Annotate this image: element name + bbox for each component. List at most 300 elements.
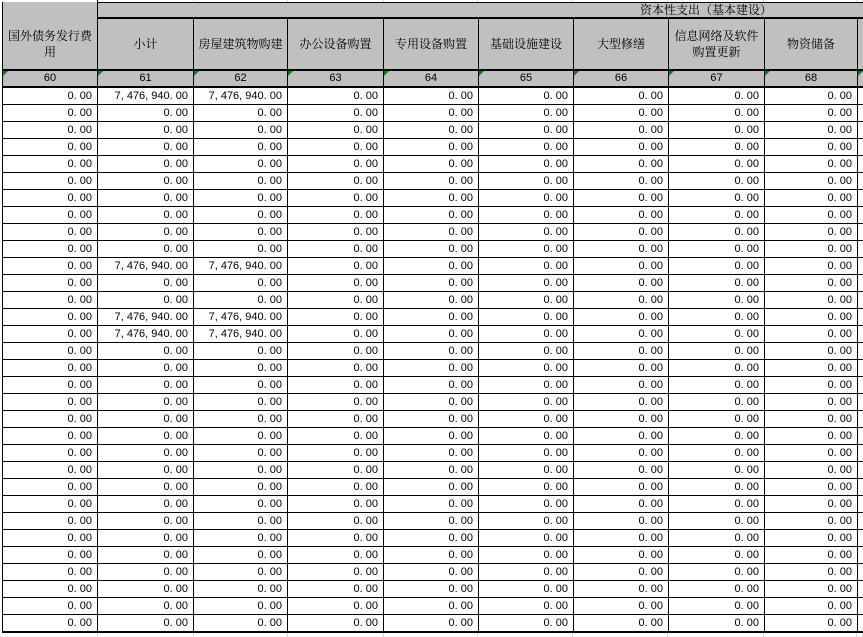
cell[interactable] [858, 275, 863, 291]
cell[interactable]: 0. 00 [194, 564, 288, 580]
cell[interactable]: 0. 00 [574, 479, 669, 495]
cell[interactable]: 7, 476, 940. 00 [194, 326, 288, 342]
cell[interactable]: 0. 00 [98, 547, 194, 563]
cell[interactable]: 0. 00 [384, 122, 479, 138]
cell[interactable] [858, 309, 863, 325]
cell[interactable]: 0. 00 [194, 428, 288, 444]
cell[interactable]: 0. 00 [194, 581, 288, 597]
column-header-cell[interactable]: 专用设备购置 [384, 19, 479, 69]
cell[interactable]: 0. 00 [288, 411, 384, 427]
cell[interactable]: 0. 00 [669, 479, 765, 495]
column-code-cell[interactable] [574, 71, 669, 86]
cell[interactable]: 0. 00 [669, 513, 765, 529]
cell[interactable]: 0. 00 [3, 479, 98, 495]
cell[interactable]: 0. 00 [288, 598, 384, 614]
column-header-cell[interactable]: 办公设备购置 [288, 19, 384, 69]
cell[interactable]: 0. 00 [194, 139, 288, 155]
cell[interactable]: 0. 00 [765, 615, 858, 631]
cell[interactable]: 0. 00 [288, 547, 384, 563]
cell[interactable]: 0. 00 [98, 224, 194, 240]
cell[interactable]: 0. 00 [384, 292, 479, 308]
cell[interactable]: 0. 00 [574, 241, 669, 257]
cell[interactable]: 0. 00 [479, 377, 574, 393]
cell[interactable]: 7, 476, 940. 00 [98, 88, 194, 104]
cell[interactable]: 0. 00 [288, 105, 384, 121]
cell[interactable]: 0. 00 [574, 88, 669, 104]
cell[interactable] [858, 343, 863, 359]
cell[interactable]: 0. 00 [3, 105, 98, 121]
cell[interactable]: 0. 00 [384, 513, 479, 529]
cell[interactable]: 0. 00 [194, 377, 288, 393]
cell[interactable] [858, 224, 863, 240]
cell[interactable]: 0. 00 [288, 445, 384, 461]
column-code-cell[interactable] [98, 71, 194, 86]
cell[interactable]: 0. 00 [669, 156, 765, 172]
cell[interactable]: 0. 00 [574, 309, 669, 325]
cell[interactable]: 0. 00 [479, 190, 574, 206]
column-code-cell[interactable] [765, 71, 858, 86]
cell[interactable]: 0. 00 [669, 105, 765, 121]
cell[interactable]: 0. 00 [479, 105, 574, 121]
column-code-cell[interactable] [3, 71, 98, 86]
cell[interactable]: 0. 00 [288, 275, 384, 291]
cell[interactable]: 0. 00 [3, 394, 98, 410]
cell[interactable]: 7, 476, 940. 00 [98, 309, 194, 325]
cell[interactable]: 0. 00 [98, 428, 194, 444]
cell[interactable]: 0. 00 [479, 258, 574, 274]
cell[interactable]: 0. 00 [765, 292, 858, 308]
cell[interactable]: 0. 00 [3, 360, 98, 376]
cell[interactable]: 7, 476, 940. 00 [194, 309, 288, 325]
cell[interactable]: 0. 00 [384, 173, 479, 189]
cell[interactable]: 0. 00 [669, 292, 765, 308]
cell[interactable] [858, 530, 863, 546]
cell[interactable]: 0. 00 [98, 207, 194, 223]
cell[interactable]: 0. 00 [574, 105, 669, 121]
cell[interactable]: 0. 00 [669, 207, 765, 223]
cell[interactable]: 0. 00 [98, 139, 194, 155]
column-code-cell[interactable] [194, 71, 288, 86]
cell[interactable]: 0. 00 [574, 581, 669, 597]
cell[interactable]: 0. 00 [384, 343, 479, 359]
cell[interactable]: 0. 00 [765, 190, 858, 206]
cell[interactable]: 0. 00 [98, 496, 194, 512]
cell[interactable]: 0. 00 [98, 411, 194, 427]
cell[interactable]: 0. 00 [765, 173, 858, 189]
cell[interactable]: 0. 00 [479, 513, 574, 529]
cell[interactable]: 0. 00 [288, 122, 384, 138]
cell[interactable]: 0. 00 [98, 462, 194, 478]
cell[interactable] [858, 173, 863, 189]
cell[interactable]: 0. 00 [98, 105, 194, 121]
cell[interactable]: 0. 00 [479, 394, 574, 410]
column-header-cell[interactable]: 物资储备 [765, 19, 858, 69]
cell[interactable]: 0. 00 [479, 88, 574, 104]
cell[interactable]: 0. 00 [479, 224, 574, 240]
cell[interactable]: 0. 00 [765, 343, 858, 359]
cell[interactable]: 0. 00 [98, 615, 194, 631]
merged-title-cell[interactable] [98, 2, 863, 19]
cell[interactable]: 0. 00 [669, 394, 765, 410]
column-code-cell[interactable] [669, 71, 765, 86]
cell[interactable]: 0. 00 [765, 275, 858, 291]
cell[interactable]: 0. 00 [3, 224, 98, 240]
cell[interactable]: 0. 00 [765, 377, 858, 393]
column-header-cell[interactable] [858, 19, 863, 69]
cell[interactable]: 0. 00 [194, 513, 288, 529]
cell[interactable]: 0. 00 [384, 88, 479, 104]
column-code-cell[interactable] [479, 71, 574, 86]
cell[interactable]: 0. 00 [765, 326, 858, 342]
cell[interactable]: 7, 476, 940. 00 [194, 258, 288, 274]
cell[interactable]: 0. 00 [194, 411, 288, 427]
cell[interactable]: 0. 00 [765, 547, 858, 563]
cell[interactable]: 0. 00 [98, 479, 194, 495]
cell[interactable]: 0. 00 [194, 156, 288, 172]
cell[interactable]: 0. 00 [384, 496, 479, 512]
cell[interactable] [858, 598, 863, 614]
cell[interactable]: 0. 00 [384, 139, 479, 155]
cell[interactable]: 0. 00 [479, 530, 574, 546]
cell[interactable]: 0. 00 [765, 411, 858, 427]
cell[interactable]: 0. 00 [669, 496, 765, 512]
cell[interactable]: 0. 00 [765, 530, 858, 546]
cell[interactable] [858, 122, 863, 138]
cell[interactable]: 0. 00 [3, 190, 98, 206]
cell[interactable]: 7, 476, 940. 00 [194, 88, 288, 104]
cell[interactable] [858, 513, 863, 529]
cell[interactable]: 0. 00 [574, 598, 669, 614]
cell[interactable]: 0. 00 [574, 326, 669, 342]
cell[interactable]: 0. 00 [765, 258, 858, 274]
cell[interactable]: 0. 00 [3, 598, 98, 614]
cell[interactable]: 0. 00 [765, 156, 858, 172]
cell[interactable]: 0. 00 [479, 122, 574, 138]
cell[interactable]: 0. 00 [669, 428, 765, 444]
cell[interactable]: 0. 00 [765, 513, 858, 529]
cell[interactable]: 0. 00 [98, 190, 194, 206]
cell[interactable]: 0. 00 [669, 445, 765, 461]
cell[interactable]: 0. 00 [288, 139, 384, 155]
cell[interactable]: 0. 00 [669, 343, 765, 359]
cell[interactable]: 0. 00 [3, 462, 98, 478]
cell[interactable]: 0. 00 [574, 462, 669, 478]
cell[interactable]: 0. 00 [574, 530, 669, 546]
cell[interactable]: 0. 00 [3, 428, 98, 444]
cell[interactable]: 0. 00 [479, 275, 574, 291]
cell[interactable]: 0. 00 [669, 564, 765, 580]
cell[interactable]: 0. 00 [479, 207, 574, 223]
cell[interactable]: 0. 00 [288, 479, 384, 495]
cell[interactable]: 0. 00 [98, 445, 194, 461]
cell[interactable]: 0. 00 [288, 615, 384, 631]
cell[interactable]: 0. 00 [479, 360, 574, 376]
cell[interactable]: 0. 00 [384, 411, 479, 427]
cell[interactable]: 0. 00 [98, 292, 194, 308]
column-code-cell[interactable] [288, 71, 384, 86]
cell[interactable]: 0. 00 [669, 88, 765, 104]
cell[interactable]: 0. 00 [574, 139, 669, 155]
cell[interactable]: 0. 00 [288, 292, 384, 308]
cell[interactable]: 0. 00 [98, 564, 194, 580]
cell[interactable]: 0. 00 [479, 598, 574, 614]
cell[interactable]: 0. 00 [288, 377, 384, 393]
cell[interactable]: 0. 00 [669, 173, 765, 189]
cell[interactable]: 0. 00 [574, 122, 669, 138]
cell[interactable]: 0. 00 [98, 156, 194, 172]
cell[interactable]: 0. 00 [98, 394, 194, 410]
column-header-cell[interactable]: 小计 [98, 19, 194, 69]
cell[interactable]: 0. 00 [98, 275, 194, 291]
cell[interactable]: 0. 00 [479, 479, 574, 495]
cell[interactable]: 0. 00 [479, 326, 574, 342]
cell[interactable]: 0. 00 [765, 581, 858, 597]
cell[interactable]: 0. 00 [3, 173, 98, 189]
cell[interactable]: 0. 00 [384, 445, 479, 461]
cell[interactable]: 0. 00 [384, 275, 479, 291]
cell[interactable]: 0. 00 [574, 445, 669, 461]
cell[interactable]: 0. 00 [765, 88, 858, 104]
cell[interactable] [858, 258, 863, 274]
cell[interactable]: 0. 00 [765, 241, 858, 257]
cell[interactable]: 0. 00 [384, 258, 479, 274]
cell[interactable] [858, 105, 863, 121]
cell[interactable]: 0. 00 [194, 394, 288, 410]
cell[interactable]: 0. 00 [194, 496, 288, 512]
cell[interactable]: 0. 00 [3, 411, 98, 427]
cell[interactable] [858, 156, 863, 172]
cell[interactable]: 0. 00 [574, 428, 669, 444]
cell[interactable]: 0. 00 [669, 581, 765, 597]
cell[interactable]: 0. 00 [574, 343, 669, 359]
cell[interactable]: 0. 00 [288, 258, 384, 274]
column-code-cell[interactable] [858, 71, 863, 86]
cell[interactable]: 0. 00 [3, 564, 98, 580]
cell[interactable] [858, 377, 863, 393]
cell[interactable]: 0. 00 [3, 377, 98, 393]
cell[interactable]: 0. 00 [669, 275, 765, 291]
cell[interactable] [858, 292, 863, 308]
cell[interactable]: 0. 00 [574, 258, 669, 274]
cell[interactable]: 0. 00 [288, 326, 384, 342]
cell[interactable]: 0. 00 [194, 547, 288, 563]
cell[interactable]: 0. 00 [3, 513, 98, 529]
cell[interactable]: 0. 00 [288, 343, 384, 359]
cell[interactable]: 0. 00 [669, 326, 765, 342]
cell[interactable]: 0. 00 [384, 615, 479, 631]
cell[interactable]: 0. 00 [3, 275, 98, 291]
cell[interactable]: 0. 00 [3, 547, 98, 563]
column-header-cell[interactable]: 大型修缮 [574, 19, 669, 69]
cell[interactable]: 0. 00 [288, 207, 384, 223]
cell[interactable]: 0. 00 [765, 462, 858, 478]
cell[interactable]: 0. 00 [288, 88, 384, 104]
cell[interactable]: 0. 00 [479, 445, 574, 461]
cell[interactable]: 0. 00 [194, 241, 288, 257]
cell[interactable]: 0. 00 [574, 207, 669, 223]
cell[interactable] [858, 139, 863, 155]
column-header-cell[interactable]: 国外债务发行费用 [3, 19, 98, 69]
cell[interactable]: 0. 00 [384, 428, 479, 444]
cell[interactable]: 0. 00 [765, 394, 858, 410]
cell[interactable]: 0. 00 [3, 156, 98, 172]
cell[interactable]: 0. 00 [765, 207, 858, 223]
cell[interactable]: 0. 00 [288, 462, 384, 478]
cell[interactable]: 0. 00 [288, 241, 384, 257]
cell[interactable]: 0. 00 [669, 360, 765, 376]
cell[interactable] [858, 479, 863, 495]
cell[interactable]: 0. 00 [574, 564, 669, 580]
cell[interactable]: 0. 00 [194, 360, 288, 376]
cell[interactable]: 0. 00 [479, 615, 574, 631]
cell[interactable]: 0. 00 [194, 224, 288, 240]
cell[interactable]: 0. 00 [479, 411, 574, 427]
cell[interactable]: 0. 00 [194, 122, 288, 138]
cell[interactable]: 0. 00 [98, 173, 194, 189]
cell[interactable]: 0. 00 [765, 564, 858, 580]
cell[interactable]: 0. 00 [765, 479, 858, 495]
cell[interactable]: 0. 00 [574, 513, 669, 529]
cell[interactable] [858, 547, 863, 563]
cell[interactable]: 0. 00 [3, 615, 98, 631]
cell[interactable]: 0. 00 [384, 241, 479, 257]
cell[interactable]: 0. 00 [574, 156, 669, 172]
cell[interactable] [858, 428, 863, 444]
cell[interactable]: 0. 00 [194, 598, 288, 614]
cell[interactable] [858, 190, 863, 206]
cell[interactable]: 0. 00 [765, 139, 858, 155]
cell[interactable]: 0. 00 [288, 513, 384, 529]
cell[interactable]: 0. 00 [384, 479, 479, 495]
cell[interactable]: 0. 00 [384, 224, 479, 240]
cell[interactable]: 0. 00 [194, 462, 288, 478]
cell[interactable]: 0. 00 [669, 615, 765, 631]
cell[interactable]: 0. 00 [479, 462, 574, 478]
cell[interactable]: 7, 476, 940. 00 [98, 258, 194, 274]
cell[interactable]: 0. 00 [384, 564, 479, 580]
cell[interactable]: 0. 00 [574, 496, 669, 512]
cell[interactable]: 0. 00 [98, 530, 194, 546]
cell[interactable]: 0. 00 [3, 292, 98, 308]
cell[interactable]: 0. 00 [669, 309, 765, 325]
cell[interactable]: 0. 00 [98, 343, 194, 359]
cell[interactable]: 0. 00 [669, 122, 765, 138]
cell[interactable]: 0. 00 [574, 547, 669, 563]
cell[interactable]: 0. 00 [479, 496, 574, 512]
cell[interactable]: 0. 00 [194, 275, 288, 291]
cell[interactable]: 0. 00 [288, 581, 384, 597]
cell[interactable]: 0. 00 [3, 207, 98, 223]
cell[interactable]: 0. 00 [288, 428, 384, 444]
cell[interactable]: 0. 00 [669, 190, 765, 206]
cell[interactable]: 0. 00 [765, 122, 858, 138]
cell[interactable] [858, 88, 863, 104]
cell[interactable] [858, 581, 863, 597]
cell[interactable]: 0. 00 [384, 530, 479, 546]
cell[interactable]: 0. 00 [288, 360, 384, 376]
cell[interactable]: 0. 00 [384, 360, 479, 376]
cell[interactable]: 0. 00 [3, 445, 98, 461]
cell[interactable]: 0. 00 [669, 598, 765, 614]
cell[interactable]: 0. 00 [479, 139, 574, 155]
cell[interactable]: 0. 00 [384, 547, 479, 563]
cell[interactable]: 0. 00 [384, 190, 479, 206]
cell[interactable]: 0. 00 [288, 224, 384, 240]
cell[interactable]: 0. 00 [288, 156, 384, 172]
cell[interactable]: 0. 00 [98, 241, 194, 257]
cell[interactable]: 0. 00 [384, 377, 479, 393]
cell[interactable]: 0. 00 [384, 156, 479, 172]
column-code-cell[interactable] [384, 71, 479, 86]
cell[interactable]: 0. 00 [479, 309, 574, 325]
cell[interactable]: 0. 00 [765, 598, 858, 614]
cell[interactable] [858, 360, 863, 376]
cell[interactable]: 0. 00 [669, 530, 765, 546]
cell[interactable]: 0. 00 [384, 207, 479, 223]
cell[interactable]: 0. 00 [384, 394, 479, 410]
cell[interactable]: 0. 00 [479, 547, 574, 563]
cell[interactable]: 0. 00 [384, 462, 479, 478]
cell[interactable]: 0. 00 [574, 275, 669, 291]
cell[interactable] [858, 394, 863, 410]
cell[interactable]: 0. 00 [3, 343, 98, 359]
cell[interactable]: 0. 00 [3, 496, 98, 512]
cell[interactable]: 0. 00 [669, 224, 765, 240]
cell[interactable]: 0. 00 [194, 190, 288, 206]
cell[interactable]: 0. 00 [3, 122, 98, 138]
cell[interactable]: 0. 00 [574, 224, 669, 240]
cell[interactable]: 0. 00 [98, 598, 194, 614]
cell[interactable]: 0. 00 [669, 411, 765, 427]
cell[interactable]: 0. 00 [288, 173, 384, 189]
cell[interactable]: 0. 00 [479, 564, 574, 580]
cell[interactable]: 0. 00 [574, 360, 669, 376]
cell[interactable]: 0. 00 [765, 428, 858, 444]
cell[interactable]: 0. 00 [384, 105, 479, 121]
cell[interactable]: 0. 00 [479, 581, 574, 597]
cell[interactable]: 0. 00 [288, 394, 384, 410]
column-header-cell[interactable]: 基础设施建设 [479, 19, 574, 69]
cell[interactable]: 0. 00 [384, 326, 479, 342]
cell[interactable]: 0. 00 [479, 241, 574, 257]
column-header-cell[interactable]: 信息网络及软件购置更新 [669, 19, 765, 69]
cell[interactable]: 0. 00 [288, 309, 384, 325]
cell[interactable]: 0. 00 [765, 360, 858, 376]
cell[interactable]: 0. 00 [765, 105, 858, 121]
cell[interactable]: 0. 00 [574, 411, 669, 427]
cell[interactable]: 0. 00 [479, 428, 574, 444]
cell[interactable]: 0. 00 [765, 496, 858, 512]
cell[interactable] [858, 326, 863, 342]
cell[interactable]: 0. 00 [98, 360, 194, 376]
cell[interactable]: 0. 00 [479, 292, 574, 308]
cell[interactable]: 0. 00 [574, 394, 669, 410]
cell[interactable]: 0. 00 [669, 547, 765, 563]
cell[interactable]: 0. 00 [194, 173, 288, 189]
cell[interactable]: 0. 00 [194, 615, 288, 631]
cell[interactable]: 0. 00 [98, 513, 194, 529]
cell[interactable]: 0. 00 [98, 581, 194, 597]
cell[interactable]: 0. 00 [194, 530, 288, 546]
cell[interactable] [858, 615, 863, 631]
cell[interactable]: 0. 00 [3, 88, 98, 104]
cell[interactable]: 0. 00 [3, 581, 98, 597]
cell[interactable]: 7, 476, 940. 00 [98, 326, 194, 342]
cell[interactable]: 0. 00 [384, 581, 479, 597]
cell[interactable]: 0. 00 [765, 445, 858, 461]
cell[interactable] [3, 2, 98, 19]
cell[interactable] [858, 241, 863, 257]
